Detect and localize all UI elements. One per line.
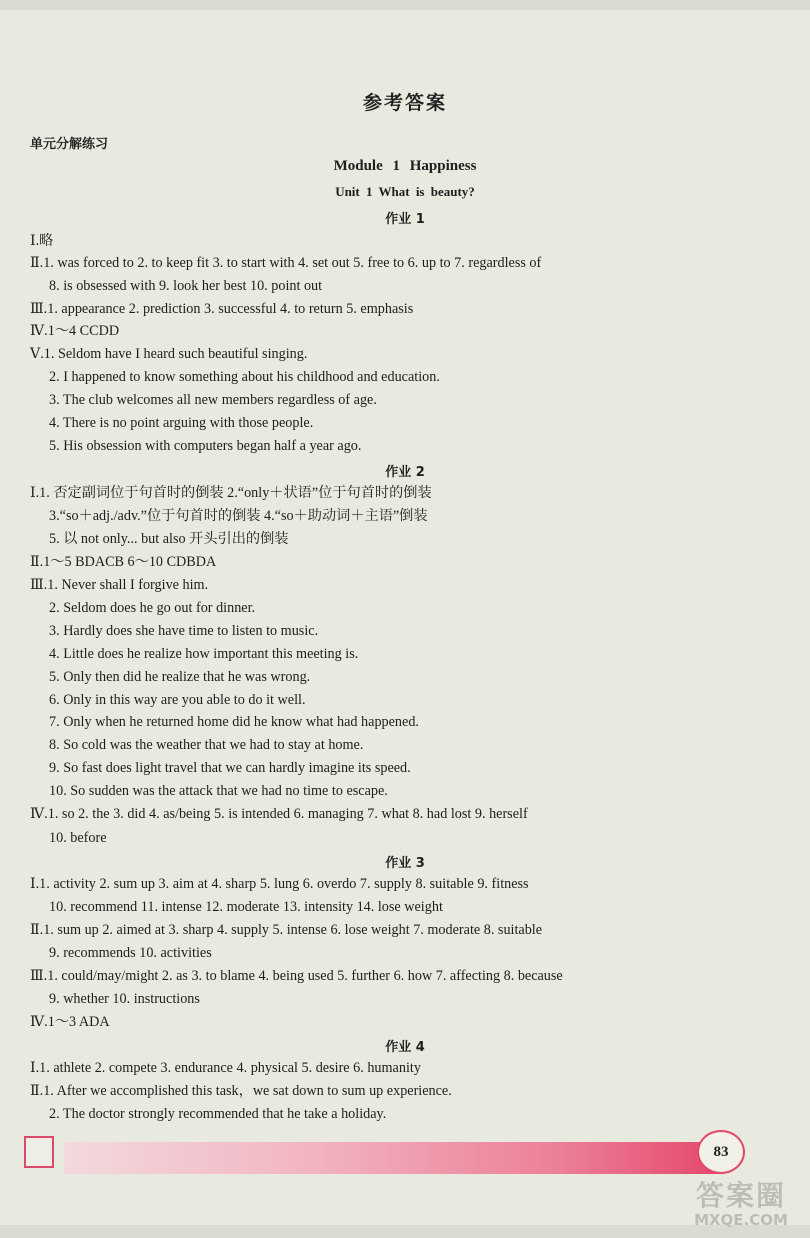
answer-line: 9. whether 10. instructions	[49, 991, 200, 1007]
answer-line: 3. Hardly does she have time to listen to music.	[49, 623, 319, 639]
answer-line: Ⅱ.1～5 BDACB 6～10 CDBDA	[30, 554, 217, 570]
answer-line: 7. Only when he returned home did he know what had happened.	[49, 714, 419, 730]
answer-line: Ⅳ.1～4 CCDD	[30, 323, 120, 339]
answer-line: Ⅲ.1. could/may/might 2. as 3. to blame 4. being used 5. further 6. how 7. affecting 8. because	[30, 968, 563, 984]
answer-line: 10. before	[49, 830, 107, 846]
answer-line: 6. Only in this way are you able to do it well.	[49, 692, 306, 708]
page-number: 83	[697, 1130, 745, 1174]
answer-line: 8. So cold was the weather that we had to stay at home.	[49, 737, 364, 753]
homework-header-3: 作业 3	[385, 856, 425, 871]
answer-line: Ⅱ.1. sum up 2. aimed at 3. sharp 4. supply 5. intense 6. lose weight 7. moderate 8. suitable	[30, 922, 543, 938]
answer-line: 9. So fast does light travel that we can hardly imagine its speed.	[49, 760, 411, 776]
answer-line: 5. His obsession with computers began half a year ago.	[49, 438, 362, 454]
answer-line: 10. So sudden was the attack that we had no time to escape.	[49, 783, 388, 799]
answer-line: 8. is obsessed with 9. look her best 10. point out	[49, 278, 323, 294]
answer-line: Ⅰ.1. athlete 2. compete 3. endurance 4. physical 5. desire 6. humanity	[30, 1060, 421, 1076]
answer-line: Ⅳ.1～3 ADA	[30, 1014, 110, 1030]
watermark-logo: 答案圈 MXQE.COM	[694, 1179, 788, 1229]
answer-line: Ⅴ.1. Seldom have I heard such beautiful singing.	[30, 346, 308, 362]
answer-line: Ⅲ.1. Never shall I forgive him.	[30, 577, 209, 593]
answer-line: 4. There is no point arguing with those people.	[49, 415, 314, 431]
answer-line: Ⅲ.1. appearance 2. prediction 3. successful 4. to return 5. emphasis	[30, 301, 414, 317]
homework-header-2: 作业 2	[385, 465, 425, 480]
answer-line: Ⅳ.1. so 2. the 3. did 4. as/being 5. is intended 6. managing 7. what 8. had lost 9. herself	[30, 806, 528, 822]
answer-line: 10. recommend 11. intense 12. moderate 13. intensity 14. lose weight	[49, 899, 443, 915]
answer-line: 3.“so＋adj./adv.”位于句首时的倒装 4.“so＋助动词＋主语”倒装	[49, 508, 428, 524]
answer-line: 3. The club welcomes all new members regardless of age.	[49, 392, 377, 408]
answer-line: Ⅱ.1. was forced to 2. to keep fit 3. to start with 4. set out 5. free to 6. up to 7. regardless of	[30, 255, 542, 271]
answer-line: Ⅰ.1. activity 2. sum up 3. aim at 4. sharp 5. lung 6. overdo 7. supply 8. suitable 9. fitness	[30, 876, 529, 892]
unit-heading: Unit 1 What is beauty?	[335, 184, 475, 199]
answer-line: Ⅱ.1. After we accomplished this task，we sat down to sum up experience.	[30, 1083, 452, 1099]
answer-line: 2. Seldom does he go out for dinner.	[49, 600, 256, 616]
answer-line: 5. Only then did he realize that he was wrong.	[49, 669, 311, 685]
footer-box	[24, 1136, 54, 1168]
page-title: 参考答案	[362, 92, 447, 114]
answer-line: 4. Little does he realize how important this meeting is.	[49, 646, 359, 662]
answer-line: 2. The doctor strongly recommended that he take a holiday.	[49, 1106, 387, 1122]
section-label: 单元分解练习	[30, 137, 109, 152]
homework-header-1: 作业 1	[385, 212, 425, 227]
answer-line: Ⅰ.1. 否定副词位于句首时的倒装 2.“only＋状语”位于句首时的倒装	[30, 485, 432, 501]
answer-line: 9. recommends 10. activities	[49, 945, 212, 961]
homework-header-4: 作业 4	[385, 1040, 425, 1055]
answer-line: Ⅰ.略	[30, 233, 54, 249]
answer-line: 2. I happened to know something about his childhood and education.	[49, 369, 440, 385]
footer-gradient-bar	[64, 1142, 724, 1174]
answer-line: 5. 以 not only... but also 开头引出的倒装	[49, 531, 289, 547]
module-heading: Module 1 Happiness	[333, 158, 477, 174]
